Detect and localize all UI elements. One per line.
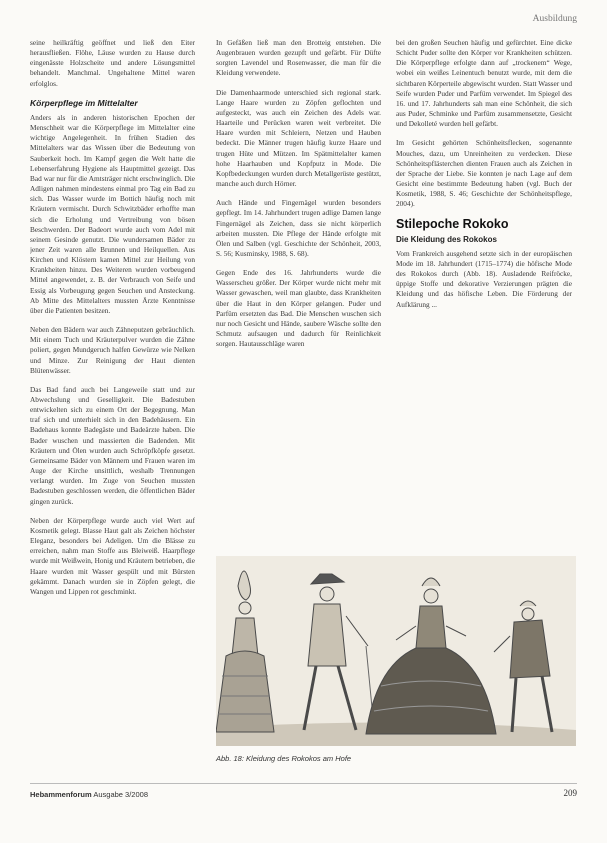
paragraph: In Gefäßen ließ man den Brotteig entstehen. Die Augenbrauen wurden gezupft und gefärbt. Für Düfte sorgten Lavendel und Rosenwasser, die man für die Kleidung verwendete. — [216, 38, 381, 78]
paragraph: Neben der Körperpflege wurde auch viel Wert auf Kosmetik gelegt. Blasse Haut galt als Zeichen höchster Eleganz, besonders bei Adeligen. Um die Blässe zu erreichen, nahm man Stoffe aus Bleiweiß. Haarpflege wurde mit Weißwein, Honig und Kräutern betrieben, die Haare wurden mit Wasser gespült und mit Bürsten gekämmt. Danach wurden sie in Zöpfen gelegt, die Wangen und Lippen rot geschminkt. — [30, 515, 195, 596]
paragraph: Das Bad fand auch bei Langeweile statt und zur Abwechslung und Geselligkeit. Die Badestuben entwickelten sich zu einem Ort der Begegnung. Man traf sich und unterhielt sich in den Badehäusern. Ein Badehaus konnte Badegäste und Badeärzte haben. Die Bader wuschen und massierten die Badenden. Mit Kräutern und Ölen wurden auch Schröpfköpfe gesetzt. Gemeinsame Bäder von Männern und Frauen waren im Auge der Kirche unsittlich, weshalb Trennungen verlangt wurden. Im Zuge von Seuchen mussten Badestuben geschlossen werden, die öffentlichen Bäder gingen zurück. — [30, 384, 195, 506]
issue-label: Ausgabe 3/2008 — [93, 790, 148, 799]
subsection-heading: Die Kleidung des Rokokos — [396, 234, 497, 244]
paragraph: Neben den Bädern war auch Zähneputzen gebräuchlich. Mit einem Tuch und Kräuterpulver wurden die Zähne poliert, gegen Mundgeruch halfen Gewürze wie Nelken und Minze. Zur Reinigung der Haut dienten Blütenwässer. — [30, 325, 195, 375]
text-column-middle — [216, 38, 381, 508]
page-number: 209 — [563, 788, 577, 798]
paragraph: Die Damenhaarmode unterschied sich regional stark. Lange Haare wurden zu Zöpfen geflochten und aufgesteckt, was auch ein Zeichen des Adels war. Haarteile und Perücken waren weit verbreitet. Die Haare wurden mit Schleiern, Netzen und Hauben bedeckt. Die Männer trugen häufig kurze Haare und trugen Hüte und Mützen. Im Spätmittelalter kamen hohe Haarhauben und Kopfputz in Mode. Die Kopfbedeckungen wurden durch Metallgerüste gestützt, manche auch durch Hörner. — [216, 87, 381, 189]
section-heading: Körperpflege im Mittelalter — [30, 97, 138, 108]
paragraph: Im Gesicht gehörten Schönheitsflecken, sogenannte Mouches, dazu, um Unreinheiten zu verdecken. Diese Schönheitspflästerchen dienten Frauen auch als Zeichen in der Sprache der Liebe. Sie konnten je nach Lage auf dem Gesicht eine bestimmte Bedeutung haben (vgl. Buch der Kosmetik, 1988, S. 46; Geschichte der Schönheitspflege, 2004). — [396, 138, 572, 209]
rococo-illustration — [216, 556, 576, 746]
text-column-right — [396, 38, 572, 528]
paragraph: bei den großen Seuchen häufig und gefürchtet. Eine dicke Schicht Puder sollte den Körper vor Krankheiten schützen. Die Körperpflege erfolgte dann auf „trockenem“ Wege, wobei ein weißes Leinentuch benutzt wurde, mit dem die sichtbaren Körperteile abgewischt wurden. Statt Wasser und Seife wurden Puder und Parfüm verwendet. Im Spiegel des 16. und 17. Jahrhunderts sah man eine Schönheit, die sich aus Puder, Schminke und Parfüm zusammensetzte, Gesicht und Dekolleté wurden hell gefärbt. — [396, 38, 572, 129]
text-column-left — [30, 38, 195, 778]
paragraph: Auch Hände und Fingernägel wurden besonders gepflegt. Im 14. Jahrhundert trugen adlige Damen lange Fingernägel als Zeichen, dass sie nicht körperlich arbeiten mussten. Die Pflege der Hände erfolgte mit Ölen und Salben (vgl. Geschichte der Schönheit, 2003, S. 56; Kusminsky, 1988, S. 68). — [216, 198, 381, 258]
figure-caption: Abb. 18: Kleidung des Rokokos am Hofe — [216, 754, 352, 763]
chapter-heading: Stilepoche Rokoko — [396, 216, 509, 231]
footer-journal — [30, 790, 148, 799]
rococo-engraving-image — [216, 556, 576, 746]
journal-name: Hebammenforum — [30, 790, 92, 799]
footer-rule — [30, 783, 577, 784]
page-header-section: Ausbildung — [532, 14, 577, 24]
paragraph: Gegen Ende des 16. Jahrhunderts wurde die Wasserscheu größer. Der Körper wurde nicht mehr mit Wasser gewaschen, weil man glaubte, dass Krankheiten über die Haut in den Körper gelangen. Puder und Parfüm ersetzten das Bad. Die Menschen wuschen sich nur noch Gesicht und Hände, saubere Wäsche sollte den Schmutz aufsaugen und dadurch für Reinlichkeit sorgen. Hautausschläge waren — [216, 268, 381, 349]
paragraph: Vom Frankreich ausgehend setzte sich in der europäischen Mode im 18. Jahrhundert (1715–1774) die höfische Mode des Rokokos durch (Abb. 18). Ausladende Reifröcke, üppige Stoffe und dekorative Verzierungen prägten die Kleidung und das höfische Leben. Die Förderung der Aufklärung ... — [396, 248, 572, 309]
paragraph: seine heilkräftig geöffnet und ließ den Eiter herausfließen. Flöhe, Läuse wurden zu Hause durch eingenässte Holzscheite und andere Lösungsmittel behandelt. Manchmal. Ungehaltene Mittel waren erfolglos. — [30, 38, 195, 88]
paragraph: Anders als in anderen historischen Epochen der Menschheit war die Körperpflege im Mittelalter eine wichtige Angelegenheit. In frühen Stadien des Mittelalters war das Wissen über die Bedeutung von Sauberkeit hoch. Im Kampf gegen die Welt hatte die Lebenserfahrung Hygiene als Hauptmittel gezeigt. Das Bad war nur für die Amtsträger nicht erschwinglich. Die Adligen nahmen mindestens einmal pro Tag ein Bad zu sich. Das Wasser wurde im Bottich häufig noch mit Kräutern vermischt. Durch Schwitzbäder erhoffte man sich die Erholung und Vertreibung von bösen Beschwerden. Der Badeort wurde auch vom Adel mit seinem Gesinde genutzt. Die wundersamen Bäder zu jener Zeit waren alle Brunnen und Heilquellen. Aus Kirchen und Klöstern kamen Mittel zur Heilung von Krankheiten hinzu. Des Weiteren wurden vorbeugend Mittel angewendet, z. B. der Verbrauch von Seife und Essig als Vorbeugung gegen Seuchen und Ansteckung. Ab Mitte des Mittelalters mussten Ärzte Kenntnisse über die Patienten besitzen. — [30, 112, 195, 315]
